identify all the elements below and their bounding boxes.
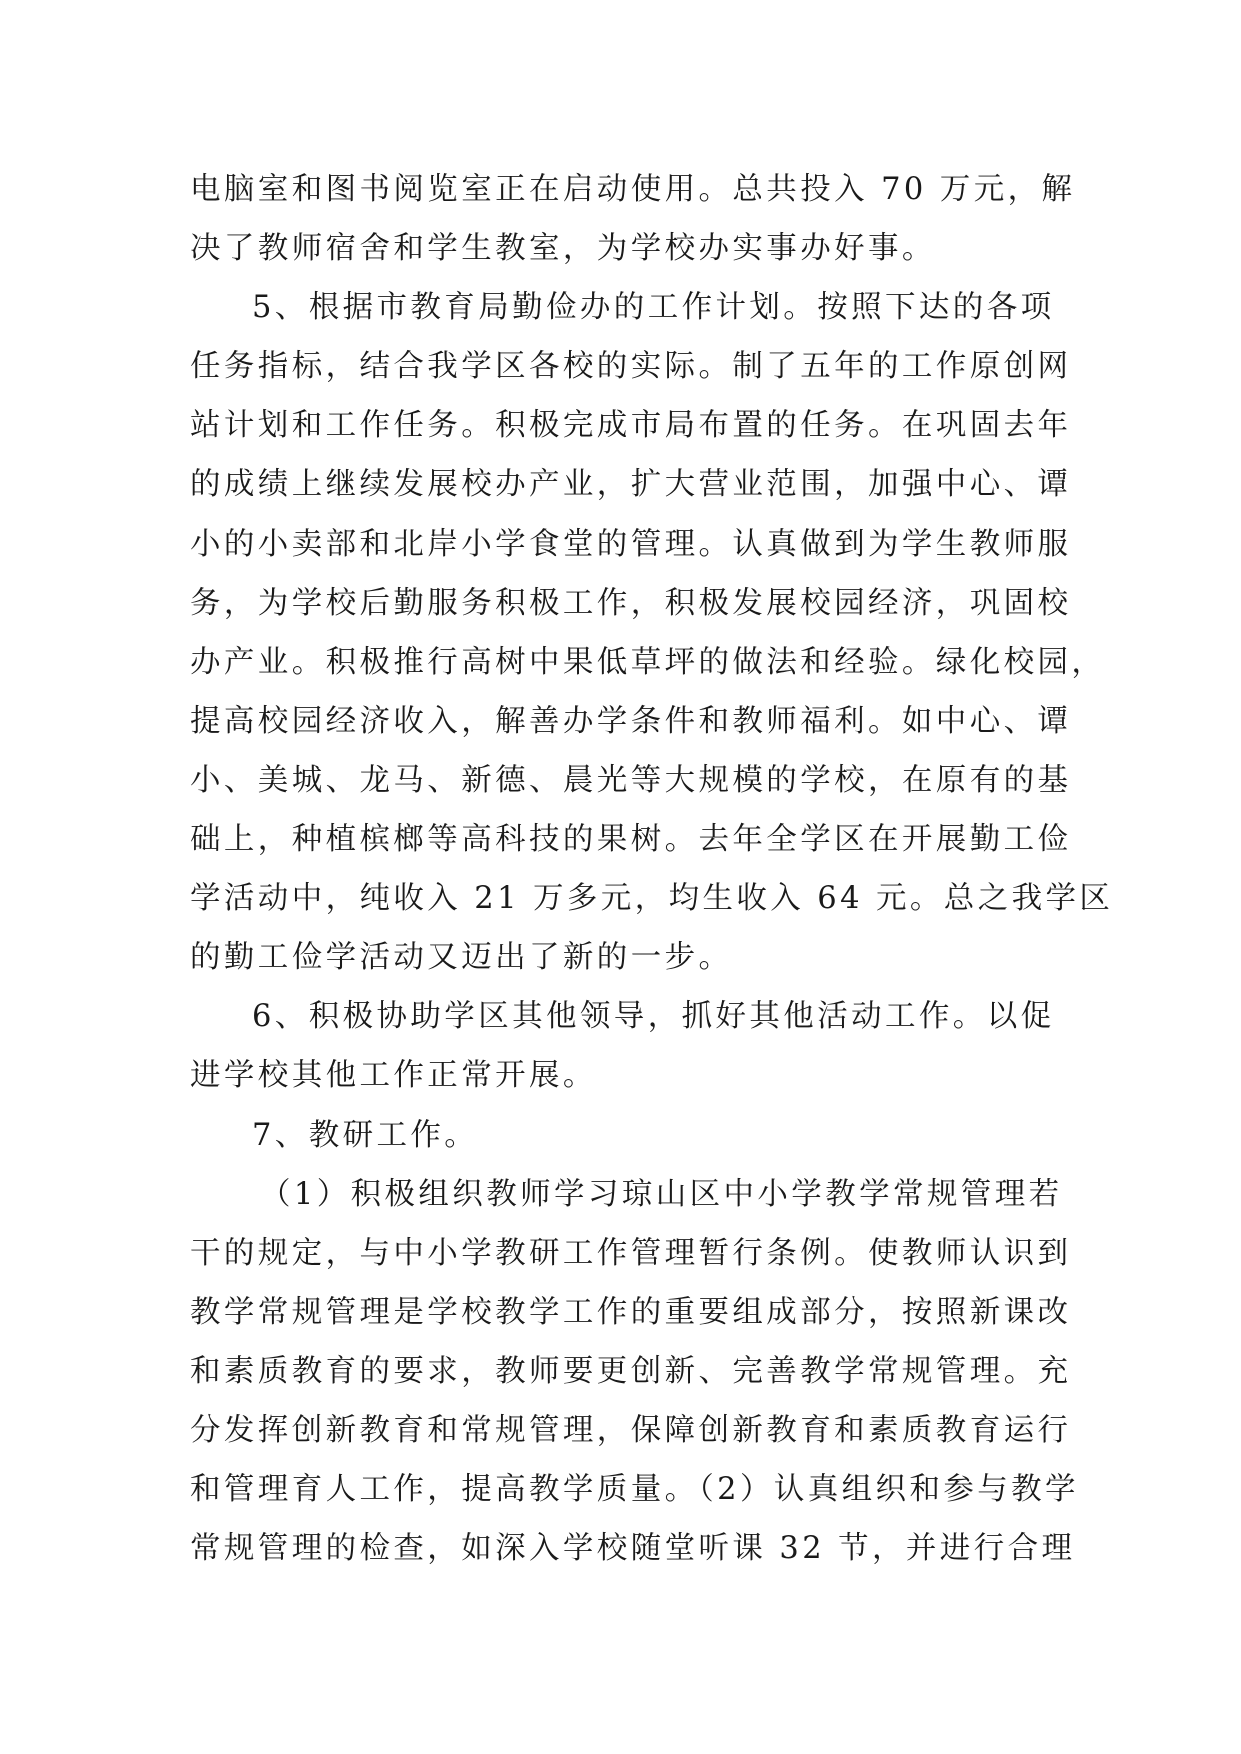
body-text bbox=[190, 160, 1114, 1578]
text-line: 办产业。积极推行高树中果低草坪的做法和经验。绿化校园， bbox=[190, 644, 1106, 680]
text-line: 和素质教育的要求，教师要更创新、完善教学常规管理。充 bbox=[190, 1353, 1072, 1389]
text-line: 常规管理的检查，如深入学校随堂听课 32 节，并进行合理 bbox=[190, 1531, 1076, 1567]
paragraph-6-start: 6、积极协助学区其他领导，抓好其他活动工作。以促 bbox=[252, 999, 1055, 1035]
text-line: 学活动中，纯收入 21 万多元，均生收入 64 元。总之我学区 bbox=[190, 881, 1114, 917]
text-line: 电脑室和图书阅览室正在启动使用。总共投入 70 万元，解 bbox=[190, 172, 1076, 207]
text-line: 的勤工俭学活动又迈出了新的一步。 bbox=[190, 940, 733, 976]
text-line: 础上，种植槟榔等高科技的果树。去年全学区在开展勤工俭 bbox=[190, 822, 1072, 858]
paragraph-5-start: 5、根据市教育局勤俭办的工作计划。按照下达的各项 bbox=[252, 290, 1055, 326]
text-line: 务，为学校后勤服务积极工作，积极发展校园经济，巩固校 bbox=[190, 585, 1072, 621]
text-line: 任务指标，结合我学区各校的实际。制了五年的工作原创网 bbox=[190, 349, 1072, 385]
text-line: 和管理育人工作，提高教学质量。（2）认真组织和参与教学 bbox=[190, 1472, 1079, 1508]
text-line: 分发挥创新教育和常规管理，保障创新教育和素质教育运行 bbox=[190, 1412, 1072, 1448]
text-line: 站计划和工作任务。积极完成市局布置的任务。在巩固去年 bbox=[190, 408, 1072, 444]
text-line: 小的小卖部和北岸小学食堂的管理。认真做到为学生教师服 bbox=[190, 526, 1072, 562]
text-line: 教学常规管理是学校教学工作的重要组成部分，按照新课改 bbox=[190, 1294, 1072, 1330]
paragraph-7-heading: 7、教研工作。 bbox=[252, 1117, 479, 1153]
text-line: 干的规定，与中小学教研工作管理暂行条例。使教师认识到 bbox=[190, 1235, 1072, 1271]
text-line: 小、美城、龙马、新德、晨光等大规模的学校，在原有的基 bbox=[190, 762, 1072, 798]
text-line: 进学校其他工作正常开展。 bbox=[190, 1058, 597, 1094]
text-line: 的成绩上继续发展校办产业，扩大营业范围，加强中心、谭 bbox=[190, 467, 1072, 503]
text-line: 决了教师宿舍和学生教室，为学校办实事办好事。 bbox=[190, 231, 936, 267]
text-line: 提高校园经济收入，解善办学条件和教师福利。如中心、谭 bbox=[190, 703, 1072, 739]
subparagraph-1-start: （1）积极组织教师学习琼山区中小学教学常规管理若 bbox=[260, 1176, 1063, 1212]
